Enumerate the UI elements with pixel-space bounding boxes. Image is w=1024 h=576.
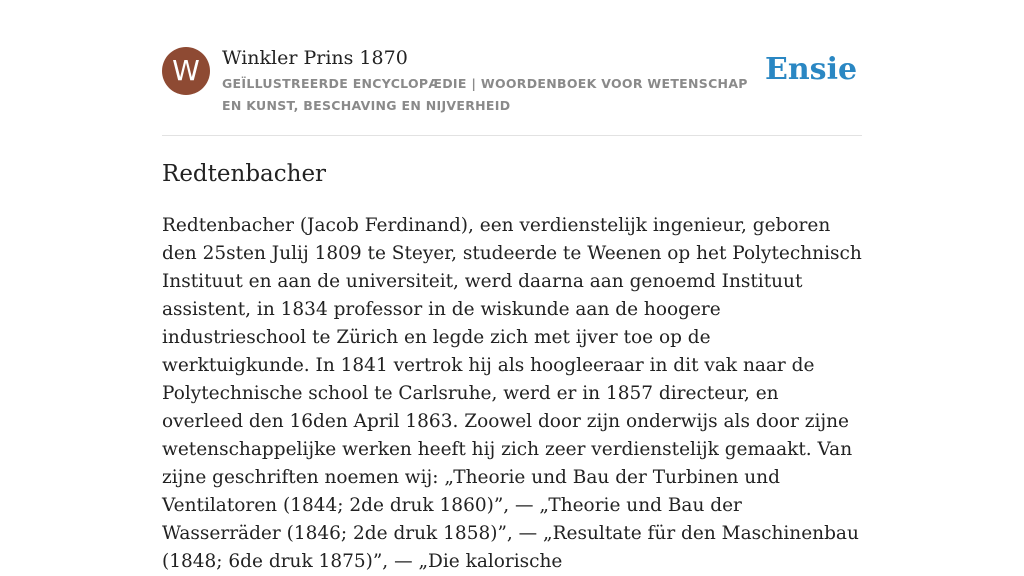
brand-logo[interactable]: Ensie (765, 52, 858, 87)
entry-body: Redtenbacher (Jacob Ferdinand), een verdienstelijk ingenieur, geboren den 25sten Julij 1809 te Steyer, studeerde te Weenen op het Polytechnisch Instituut en aan de universiteit, werd daarna aan genoemd Instituut assistent, in 1834 professor in de wiskunde aan de hoogere industrieschool te Zürich en legde zich met ijver toe op de werktuigkunde. In 1841 vertrok hij als hoogleeraar in dit vak naar de Polytechnische school te Carlsruhe, werd er in 1857 directeur, en overleed den 16den April 1863. Zoowel door zijn onderwijs als door zijne wetenschappelijke werken heeft hij zich zeer verdienstelijk gemaakt. Van zijne geschriften noemen wij: „Theorie und Bau der Turbinen und Ventilatoren (1844; 2de druk 1860)”, — „Theorie und Bau der Wasserräder (1846; 2de druk 1858)”, — „Resultate für den Maschinenbau (1848; 6de druk 1875)”, — „Die kalorische (162, 215, 862, 572)
source-title[interactable]: Winkler Prins 1870 (222, 47, 408, 69)
header-divider (162, 135, 862, 136)
entry-title: Redtenbacher (162, 161, 327, 187)
source-subtitle: GEÏLLUSTREERDE ENCYCLOPÆDIE | WOORDENBOEK VOOR WETENSCHAP EN KUNST, BESCHAVING EN NIJVERHEID (222, 76, 748, 113)
source-avatar[interactable]: W (162, 47, 210, 95)
